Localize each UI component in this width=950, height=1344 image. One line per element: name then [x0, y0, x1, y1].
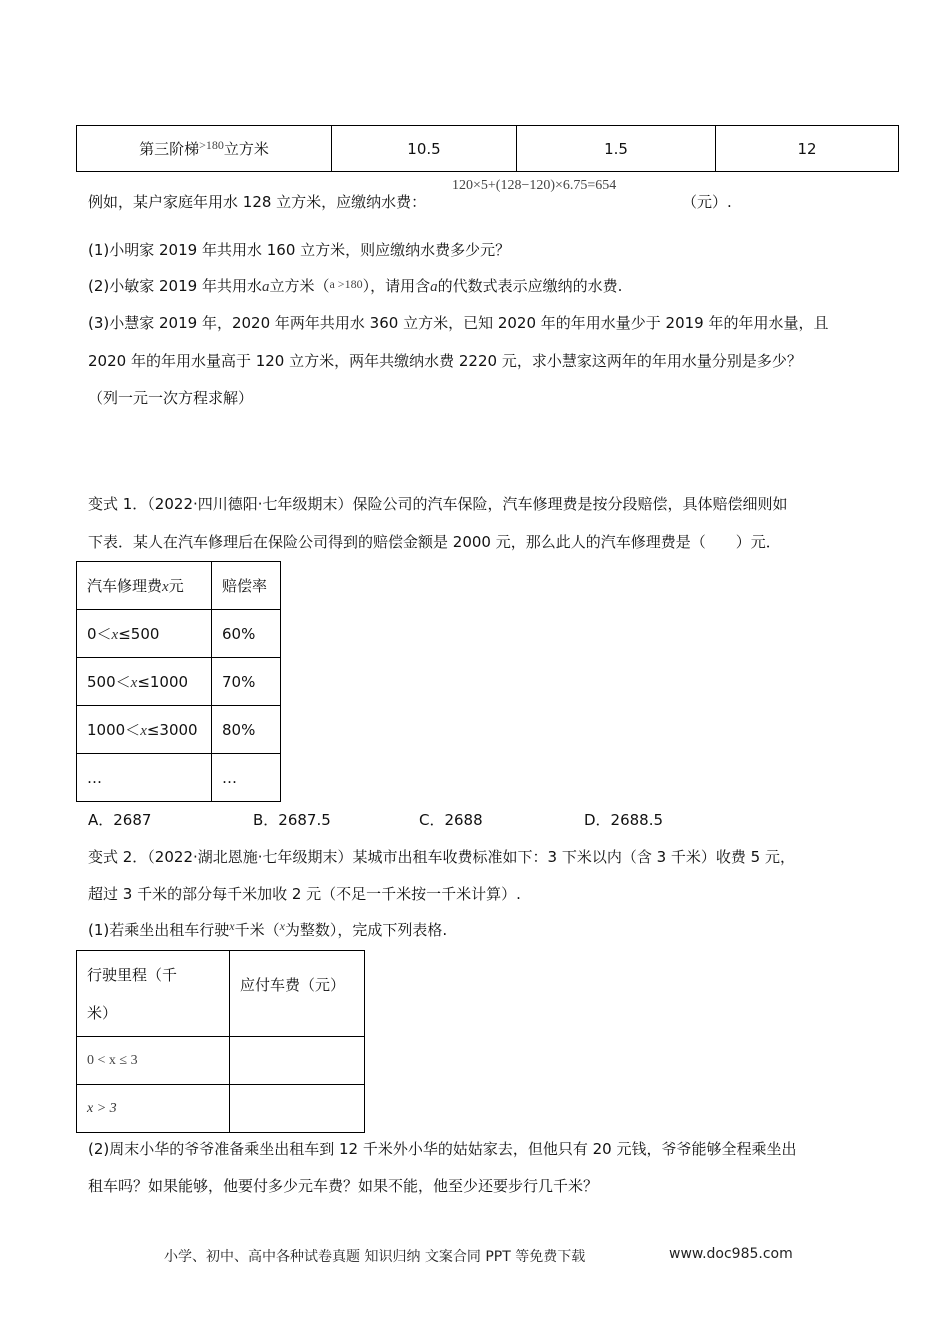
question-3-line2: 2020 年的年用水量高于 120 立方米，两年共缴纳水费 2220 元，求小慧家这两年的年用水量分别是多少？	[88, 352, 802, 370]
table-row	[77, 754, 281, 802]
variant1-line1: 变式 1．（2022·四川德阳·七年级期末）保险公司的汽车保险，汽车修理费是按分段赔偿，具体赔偿细则如	[88, 495, 788, 513]
range-cell: 0＜x≤500	[77, 610, 212, 658]
distance-range-2: x > 3	[77, 1085, 230, 1133]
range-cell: …	[77, 754, 212, 802]
variant2-line2: 超过 3 千米的部分每千米加收 2 元（不足一千米按一千米计算）.	[88, 885, 521, 903]
table-header-row	[77, 951, 365, 1037]
tier-price: 10.5	[332, 126, 517, 172]
table-row	[77, 706, 281, 754]
variant2-part2-line2: 租车吗？如果能够，他要付多少元车费？如果不能，他至少还要步行几千米？	[88, 1177, 599, 1195]
question-3-line3: （列一元一次方程求解）	[88, 389, 254, 407]
rate-cell: …	[212, 754, 281, 802]
question-2: (2)小敏家 2019 年共用水a立方米（$^{a >180}$），请用含a的代数式表示应缴纳的水费.	[88, 277, 623, 295]
table-row	[77, 658, 281, 706]
header-rate: 赔偿率	[212, 562, 281, 610]
variant2-part2-line1: (2)周末小华的爷爷准备乘坐出租车到 12 千米外小华的姑姑家去，但他只有 20 元钱，爷爷能够全程乘坐出	[88, 1140, 797, 1158]
header-fare: 应付车费（元）	[230, 951, 365, 1037]
table-row	[77, 1037, 365, 1085]
range-cell: 500＜x≤1000	[77, 658, 212, 706]
question-1: (1)小明家 2019 年共用水 160 立方米，则应缴纳水费多少元？	[88, 241, 511, 259]
tier-label: 第三阶梯$^{>180}$立方米	[77, 126, 332, 172]
rate-cell: 60%	[212, 610, 281, 658]
variant1-line2: 下表．某人在汽车修理后在保险公司得到的赔偿金额是 2000 元，那么此人的汽车修理费是（ ）元．	[88, 533, 781, 551]
option-a: A．2687	[88, 811, 152, 829]
rate-cell: 80%	[212, 706, 281, 754]
example-formula: 120×5+(128−120)×6.75=654	[452, 178, 617, 193]
distance-range-1: 0 < x ≤ 3	[77, 1037, 230, 1085]
table-row	[77, 1085, 365, 1133]
fare-cell-2	[230, 1085, 365, 1133]
option-c: C．2688	[419, 811, 483, 829]
option-b: B．2687.5	[253, 811, 331, 829]
example-unit: （元）.	[682, 193, 732, 211]
variant2-part1: (1)若乘坐出租车行驶$^x$千米（$^x$为整数），完成下列表格.	[88, 919, 448, 939]
footer-text: 小学、初中、高中各种试卷真题 知识归纳 文案合同 PPT 等免费下载	[164, 1249, 586, 1265]
range-cell: 1000＜x≤3000	[77, 706, 212, 754]
variant2-line1: 变式 2．（2022·湖北恩施·七年级期末）某城市出租车收费标准如下：3 下米以内（含 3 千米）收费 5 元，	[88, 848, 795, 866]
insurance-table	[76, 561, 281, 802]
header-distance: 行驶里程（千 米）	[77, 951, 230, 1037]
water-price-table	[76, 125, 899, 172]
fare-cell-1	[230, 1037, 365, 1085]
tier-fee: 1.5	[517, 126, 716, 172]
footer-url[interactable]: www.doc985.com	[669, 1246, 793, 1262]
example-text: 例如，某户家庭年用水 128 立方米，应缴纳水费：	[88, 193, 427, 211]
table-row	[77, 126, 899, 172]
rate-cell: 70%	[212, 658, 281, 706]
question-3-line1: (3)小慧家 2019 年，2020 年两年共用水 360 立方米，已知 2020 年的年用水量少于 2019 年的年用水量，且	[88, 314, 829, 332]
option-d: D．2688.5	[584, 811, 664, 829]
taxi-fare-table	[76, 950, 365, 1133]
header-repair-fee: 汽车修理费x元	[77, 562, 212, 610]
table-header-row	[77, 562, 281, 610]
tier-total: 12	[716, 126, 899, 172]
table-row	[77, 610, 281, 658]
